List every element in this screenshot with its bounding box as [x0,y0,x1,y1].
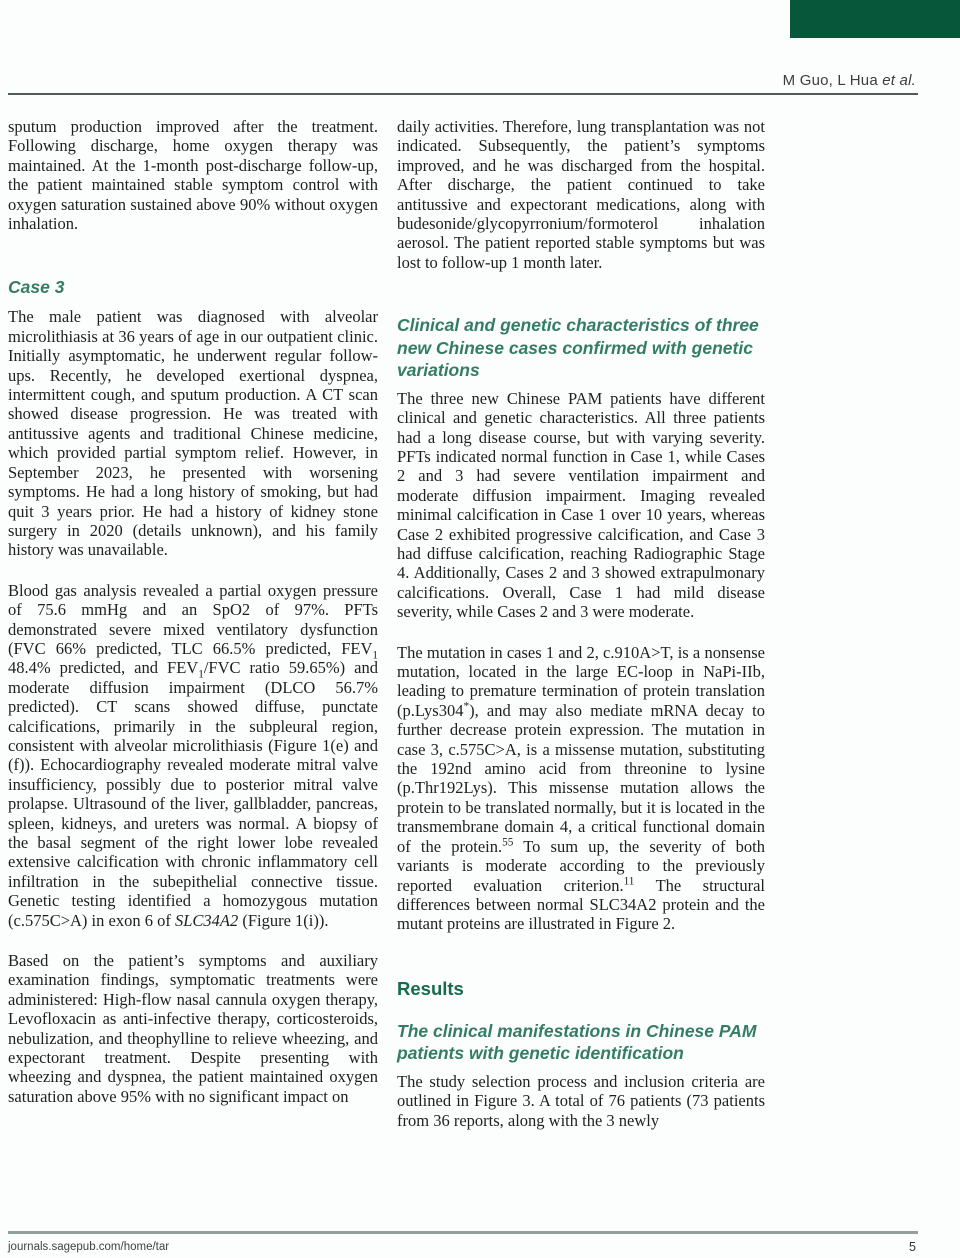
heading-clinical-manifestations: The clinical manifestations in Chinese PAM patients with genetic identification [397,1020,757,1064]
paragraph-discharge-followup: sputum production improved after the treatment. Following discharge, home oxygen therapy was maintained. At the 1-month post-discharge follow-up, the patient maintained stable symptom control with oxygen saturation sustained above 90% without oxygen inhalation. [8,117,378,234]
footer-journal-url: journals.sagepub.com/home/tar [8,1241,170,1253]
paragraph-mutation-analysis: The mutation in cases 1 and 2, c.910A>T, is a nonsense mutation, located in the large EC-loop in NaPi-IIb, leading to premature termination of protein translation (p.Lys304*), and may also mediate mRNA decay to further decrease protein expression. The mutation in case 3, c.575C>A, is a missense mutation, substituting the 192nd amino acid from threonine to lysine (p.Thr192Lys). This missense mutation allows the protein to be translated normally, but it is located in the transmembrane domain 4, a critical functional domain of the protein.$^{55}$ To sum up, the severity of both variants is moderate according to the previously reported evaluation criterion.$^{11}$ The structural differences between normal SLC34A2 protein and the mutant proteins are illustrated in Figure 2. [397,642,765,934]
running-head [783,72,916,89]
right-column [397,117,765,1151]
heading-results: Results [397,977,464,999]
paragraph-case-3-history: The male patient was diagnosed with alveolar microlithiasis at 36 years of age in our outpatient clinic. Initially asymptomatic, he underwent regular follow-ups. Recently, he developed exertional dyspnea, intermittent cough, and sputum production. A CT scan showed disease progression. He was treated with antitussive agents and traditional Chinese medicine, which provided partial symptom relief. However, in September 2023, he presented with worsening symptoms. He had a long history of smoking, but had quit 3 years prior. He had a history of kidney stone surgery in 2020 (details unknown), and his family history was unavailable. [8,307,378,560]
paragraph-three-patients-comparison: The three new Chinese PAM patients have different clinical and genetic characteristics. All three patients had a long disease course, but with varying severity. PFTs indicated normal function in Case 1, while Cases 2 and 3 had severe ventilation impairment and moderate diffusion impairment. Imaging revealed minimal calcification in Case 1 over 10 years, whereas Case 2 exhibited progressive calcification, and Case 3 had diffuse calcification, reaching Radiographic Stage 4. Additionally, Cases 2 and 3 showed extrapulmonary calcifications. Overall, Case 1 had mild disease severity, while Cases 2 and 3 were moderate. [397,388,765,622]
header-rule [8,93,918,95]
heading-case-3: Case 3 [8,277,65,298]
running-head-etal: et al. [882,72,916,89]
heading-clinical-genetic-characteristics: Clinical and genetic characteristics of three new Chinese cases confirmed with genetic variations [397,315,759,381]
journal-brand-block [790,0,960,38]
paragraph-blood-gas-findings: Blood gas analysis revealed a partial oxygen pressure of 75.6 mmHg and an SpO2 of 97%. PFTs demonstrated severe mixed ventilatory dysfunction (FVC 66% predicted, TLC 66.5% predicted, $FEV_1$ 48.4% predicted, and $FEV_1$/FVC ratio 59.65%) and moderate diffusion impairment (DLCO 56.7% predicted). CT scans showed diffuse, punctate calcifications, primarily in the subpleural region, consistent with alveolar microlithiasis (Figure 1(e) and (f)). Echocardiography revealed moderate mitral valve insufficiency, possibly due to posterior mitral valve prolapse. Ultrasound of the liver, gallbladder, pancreas, spleen, kidneys, and ureters was normal. A biopsy of the basal segment of the right lower lobe revealed extensive calcification with chronic inflammatory cell infiltration in the subepithelial connective tissue. Genetic testing identified a homozygous mutation (c.575C>A) in exon 6 of SLC34A2 (Figure 1(i)). [8,580,378,930]
text-columns [8,117,765,1151]
paragraph-discharge-outcome: daily activities. Therefore, lung transplantation was not indicated. Subsequently, the patient’s symptoms improved, and he was discharged from the hospital. After discharge, the patient continued to take antitussive and expectorant medications, along with budesonide/glycopyrronium/formoterol inhalation aerosol. The patient reported stable symptoms but was lost to follow-up 1 month later. [397,117,765,272]
footer-rule [8,1231,918,1234]
running-head-authors: M Guo, L Hua [782,72,883,89]
paragraph-study-selection: The study selection process and inclusion criteria are outlined in Figure 3. A total of 76 patients (73 patients from 36 reports, along with the 3 newly [397,1071,765,1130]
paragraph-symptomatic-treatment: Based on the patient’s symptoms and auxiliary examination findings, symptomatic treatments were administered: High-flow nasal cannula oxygen therapy, Levofloxacin as anti-infective therapy, corticosteroids, nebulization, and theophylline to relieve wheezing, and expectorant treatment. Despite presenting with wheezing and dyspnea, the patient maintained oxygen saturation above 95% with no significant impact on [8,951,378,1106]
left-column [8,117,378,1151]
footer-page-number: 5 [909,1240,916,1254]
